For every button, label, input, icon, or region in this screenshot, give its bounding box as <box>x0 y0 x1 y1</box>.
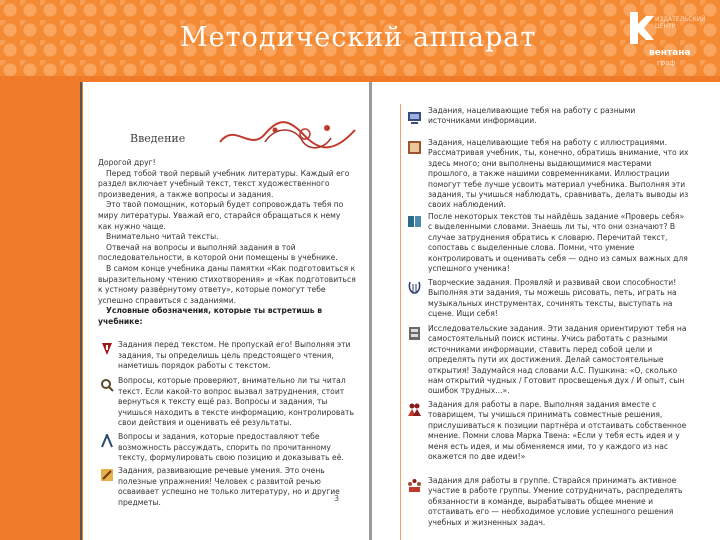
lyre-icon <box>407 280 422 295</box>
legend-item: Вопросы и задания, которые предоставляют тебе возможность рассуждать, спорить по прочитанному тексту, формулировать свою позицию и доказывать её. <box>118 432 344 463</box>
section-heading: Введение <box>130 132 186 145</box>
page-number: 3 <box>334 494 340 503</box>
logo-mark-icon <box>624 10 658 48</box>
intro-paragraph: Перед тобой твой первый учебник литературы. Каждый его раздел включает учебный текст, текст художественного произведения, а также вопросы и задания. <box>98 168 350 199</box>
research-icon <box>407 326 422 341</box>
book-spine <box>369 82 372 540</box>
pair-icon <box>407 402 422 417</box>
logo-small-text: ИЗДАТЕЛЬСКИЙ ЦЕНТР <box>655 16 706 30</box>
intro-paragraph: Внимательно читай тексты. <box>106 232 219 242</box>
logo-sub: граф <box>657 59 676 67</box>
legend-item: После некоторых текстов ты найдёшь задание «Проверь себя» с выделенными словами. Знаешь ли ты, что они означают? В случае затруднения обратись к словарю. Перечитай текст, сопоставь с выделенные слова. Помни, что умение контролировать и оценивать себя — одно из самых важных для успешного ученика! <box>428 212 688 274</box>
publisher-logo <box>617 6 717 74</box>
right-page-rule <box>400 104 401 540</box>
intro-paragraph: В самом конце учебника даны памятки «Как подготовиться к выразительному чтению стихотворения» и «Как подготовиться к устному развёрнутому ответу», которые помогут тебе успешно справиться с заданиями. <box>98 263 356 305</box>
legend-item: Вопросы, которые проверяют, внимательно ли ты читал текст. Если какой-то вопрос вызвал затруднения, стоит вернуться к тексту ещё раз. Вопросы и задания, ты учишься находить в тексте информацию, контролировать свои действия и оценивать её результаты. <box>118 376 354 428</box>
heading-ornament <box>215 112 360 158</box>
slide-title: Методический аппарат <box>180 22 537 53</box>
dictionary-icon <box>407 214 422 229</box>
exclamation-icon <box>100 342 114 356</box>
legend-item: Задания, нацеливающие тебя на работу с разными источниками информации. <box>428 106 636 126</box>
legend-item: Задания для работы в группе. Старайся принимать активное участие в работе группы. Умение сотрудничать, распределять обязанности в команде, вырабатывать общее мнение и отстаивать его — необходимое условие успешного решения учебных и жизненных задач. <box>428 476 683 527</box>
magnifier-icon <box>100 378 114 392</box>
logo-brand: вентана <box>649 48 691 58</box>
intro-paragraph: Отвечай на вопросы и выполняй задания в той последовательности, в которой они помещены в учебнике. <box>98 242 338 263</box>
legend-item: Задания, развивающие речевые умения. Это очень полезные упражнения! Человек с развитой речью осваивает успешно не только литературу, но и другие предметы. <box>118 466 340 507</box>
pencil-icon <box>100 468 114 482</box>
legend-title: Условные обозначения, которые ты встретишь в учебнике: <box>98 306 323 326</box>
intro-text <box>98 158 356 328</box>
picture-icon <box>407 140 422 155</box>
legend-item: Исследовательские задания. Эти задания ориентируют тебя на самостоятельный поиск истины. Учись работать с разными источниками информации, ставить перед собой цели и определять пути их достижения. Делай самостоятельные открытия! Задумайся над словами А.С. Пушкина: «О, сколько нам открытий чудных / Готовит просвещенья дух / И опыт, сын ошибок трудных...». <box>428 324 687 396</box>
legend-item: Творческие задания. Проявляй и развивай свои способности! Выполняя эти задания, ты можешь рисовать, петь, играть на музыкальных инструментах, сочинять тексты, выступать на сцене. Ищи себя! <box>428 278 677 319</box>
legend-item: Задания перед текстом. Не пропускай его! Выполняя эти задания, ты определишь цель предстоящего чтения, наметишь порядок работы с текстом. <box>118 340 351 371</box>
legend-item: Задания для работы в паре. Выполняя задания вместе с товарищем, ты учишься принимать совместные решения, прислушиваться к позиции партнёра и отстаивать собственное мнение. Помни слова Марка Твена: «Если у тебя есть идея и у меня есть идея, и мы обменяемся ими, то у каждого из нас окажется по две идеи!» <box>428 400 687 462</box>
legend-item: Задания, нацеливающие тебя на работу с иллюстрациями. Рассматривая учебник, ты, конечно, обратишь внимание, что их здесь много; они выполнены выдающимися мастерами прошлого, а также нашими современниками. Иллюстрации помогут тебе лучше усвоить материал учебника. Выполняя эти задания, ты учишься наблюдать, сравнивать, делать выводы из своих наблюдений. <box>428 138 689 210</box>
greeting: Дорогой друг! <box>98 158 156 167</box>
group-icon <box>407 478 422 493</box>
intro-paragraph: Это твой помощник, который будет сопровождать тебя по миру литературы. Уважай его, старайся обращаться к нему как нужно чаще. <box>98 200 344 231</box>
left-page-border <box>80 82 82 540</box>
computer-icon <box>407 110 422 125</box>
compass-icon <box>100 434 114 448</box>
